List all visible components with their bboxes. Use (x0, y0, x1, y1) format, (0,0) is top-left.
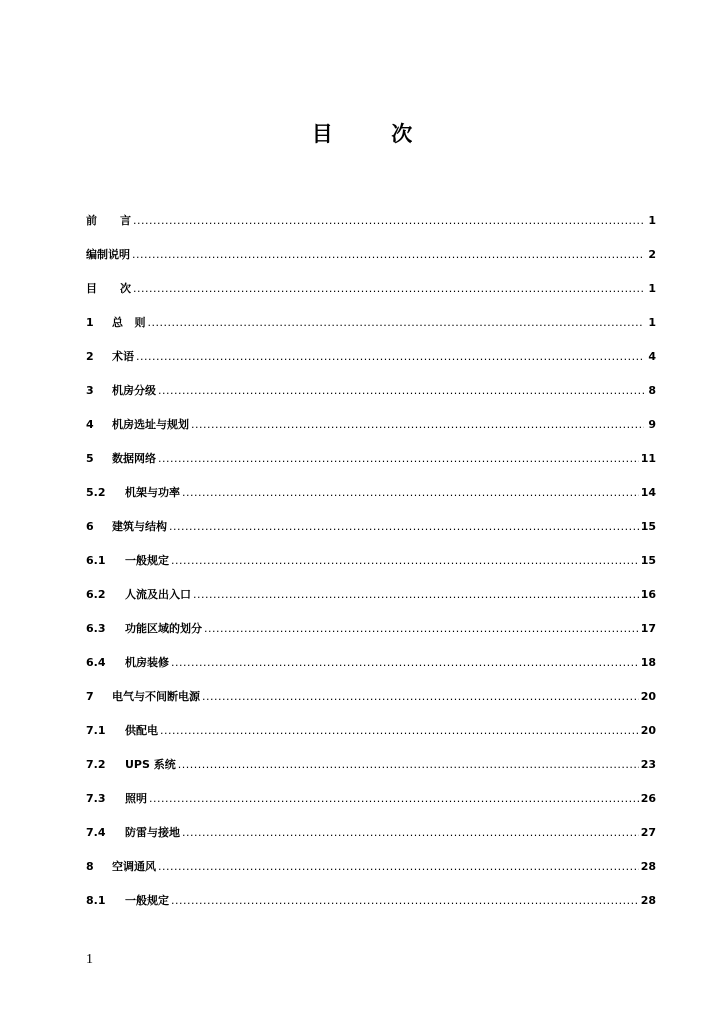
toc-entry-number: 3 (86, 384, 94, 397)
toc-entry-page: 1 (648, 316, 656, 329)
toc-dot-leader (193, 585, 639, 605)
toc-entry-number: 6.1 (86, 554, 106, 567)
toc-entry-label: 术语 (112, 350, 134, 363)
toc-entry[interactable] (86, 483, 656, 517)
toc-entry-page: 27 (640, 826, 656, 839)
toc-dot-leader (171, 891, 639, 911)
toc-entry-page: 23 (640, 758, 656, 771)
toc-dot-leader (149, 789, 639, 809)
toc-entry-number: 8 (86, 860, 94, 873)
toc-dot-leader (171, 653, 639, 673)
toc-entry-page: 1 (648, 214, 656, 227)
toc-entry[interactable] (86, 551, 656, 585)
toc-entry-page: 15 (640, 520, 656, 533)
toc-dot-leader (158, 857, 639, 877)
toc-entry-label: 一般规定 (125, 554, 169, 567)
toc-entry-page: 18 (640, 656, 656, 669)
toc-entry-label: 照明 (125, 792, 147, 805)
toc-entry[interactable] (86, 789, 656, 823)
page-title: 目 次 (311, 122, 413, 146)
toc-entry-page: 2 (648, 248, 656, 261)
toc-entry-number: 6 (86, 520, 94, 533)
toc-entry-page: 8 (648, 384, 656, 397)
toc-entry[interactable] (86, 721, 656, 755)
toc-entry-label: 功能区域的划分 (125, 622, 202, 635)
toc-entry[interactable] (86, 449, 656, 483)
toc-entry-label: 机房选址与规划 (112, 418, 189, 431)
toc-dot-leader (182, 823, 639, 843)
toc-dot-leader (133, 279, 644, 299)
toc-entry[interactable] (86, 381, 656, 415)
toc-entry-label: UPS 系统 (125, 758, 176, 771)
toc-entry[interactable] (86, 279, 656, 313)
toc-entry-label: 防雷与接地 (125, 826, 180, 839)
toc-entry-number: 6.2 (86, 588, 106, 601)
toc-entry-page: 16 (640, 588, 656, 601)
toc-entry-page: 11 (640, 452, 656, 465)
toc-dot-leader (158, 449, 639, 469)
toc-entry-label: 建筑与结构 (112, 520, 167, 533)
toc-dot-leader (133, 211, 644, 231)
toc-entry-label: 总 则 (112, 316, 146, 329)
toc-entry[interactable] (86, 653, 656, 687)
toc-entry-label: 人流及出入口 (125, 588, 191, 601)
toc-dot-leader (169, 517, 639, 537)
toc-entry[interactable] (86, 211, 656, 245)
toc-entry[interactable] (86, 585, 656, 619)
toc-entry-page: 28 (640, 894, 656, 907)
toc-entry-label: 机房装修 (125, 656, 169, 669)
toc-dot-leader (148, 313, 645, 333)
table-of-contents (86, 211, 656, 925)
toc-dot-leader (202, 687, 639, 707)
toc-entry-label: 目 次 (86, 282, 131, 295)
toc-entry[interactable] (86, 245, 656, 279)
toc-entry[interactable] (86, 347, 656, 381)
toc-entry-number: 7.2 (86, 758, 106, 771)
toc-entry-page: 14 (640, 486, 656, 499)
toc-entry-page: 17 (640, 622, 656, 635)
toc-entry-number: 7.4 (86, 826, 106, 839)
toc-entry-number: 5.2 (86, 486, 106, 499)
toc-dot-leader (178, 755, 639, 775)
toc-dot-leader (158, 381, 644, 401)
toc-entry-label: 空调通风 (112, 860, 156, 873)
toc-entry-number: 7.1 (86, 724, 106, 737)
toc-entry-page: 28 (640, 860, 656, 873)
toc-entry-page: 20 (640, 724, 656, 737)
toc-entry[interactable] (86, 823, 656, 857)
toc-entry[interactable] (86, 415, 656, 449)
toc-dot-leader (160, 721, 639, 741)
toc-entry[interactable] (86, 891, 656, 925)
toc-entry-page: 1 (648, 282, 656, 295)
toc-dot-leader (204, 619, 639, 639)
toc-entry-label: 编制说明 (86, 248, 130, 261)
toc-entry-label: 一般规定 (125, 894, 169, 907)
toc-entry-page: 9 (648, 418, 656, 431)
toc-dot-leader (136, 347, 644, 367)
toc-entry[interactable] (86, 857, 656, 891)
toc-entry[interactable] (86, 619, 656, 653)
toc-dot-leader (171, 551, 639, 571)
toc-dot-leader (182, 483, 639, 503)
toc-entry[interactable] (86, 313, 656, 347)
toc-entry[interactable] (86, 755, 656, 789)
toc-entry-label: 电气与不间断电源 (112, 690, 200, 703)
toc-entry-number: 4 (86, 418, 94, 431)
toc-entry-number: 2 (86, 350, 94, 363)
toc-entry-number: 6.3 (86, 622, 106, 635)
toc-entry[interactable] (86, 687, 656, 721)
toc-dot-leader (132, 245, 644, 265)
toc-entry-page: 26 (640, 792, 656, 805)
toc-entry-label: 数据网络 (112, 452, 156, 465)
toc-entry-label: 机房分级 (112, 384, 156, 397)
toc-entry[interactable] (86, 517, 656, 551)
toc-entry-label: 机架与功率 (125, 486, 180, 499)
page-number: 1 (86, 952, 93, 967)
toc-entry-number: 8.1 (86, 894, 106, 907)
toc-entry-number: 6.4 (86, 656, 106, 669)
toc-entry-label: 前 言 (86, 214, 131, 227)
toc-entry-page: 15 (640, 554, 656, 567)
toc-entry-page: 20 (640, 690, 656, 703)
toc-entry-page: 4 (648, 350, 656, 363)
toc-entry-number: 5 (86, 452, 94, 465)
toc-entry-number: 1 (86, 316, 94, 329)
toc-dot-leader (191, 415, 644, 435)
toc-entry-number: 7.3 (86, 792, 106, 805)
toc-entry-number: 7 (86, 690, 94, 703)
toc-entry-label: 供配电 (125, 724, 158, 737)
